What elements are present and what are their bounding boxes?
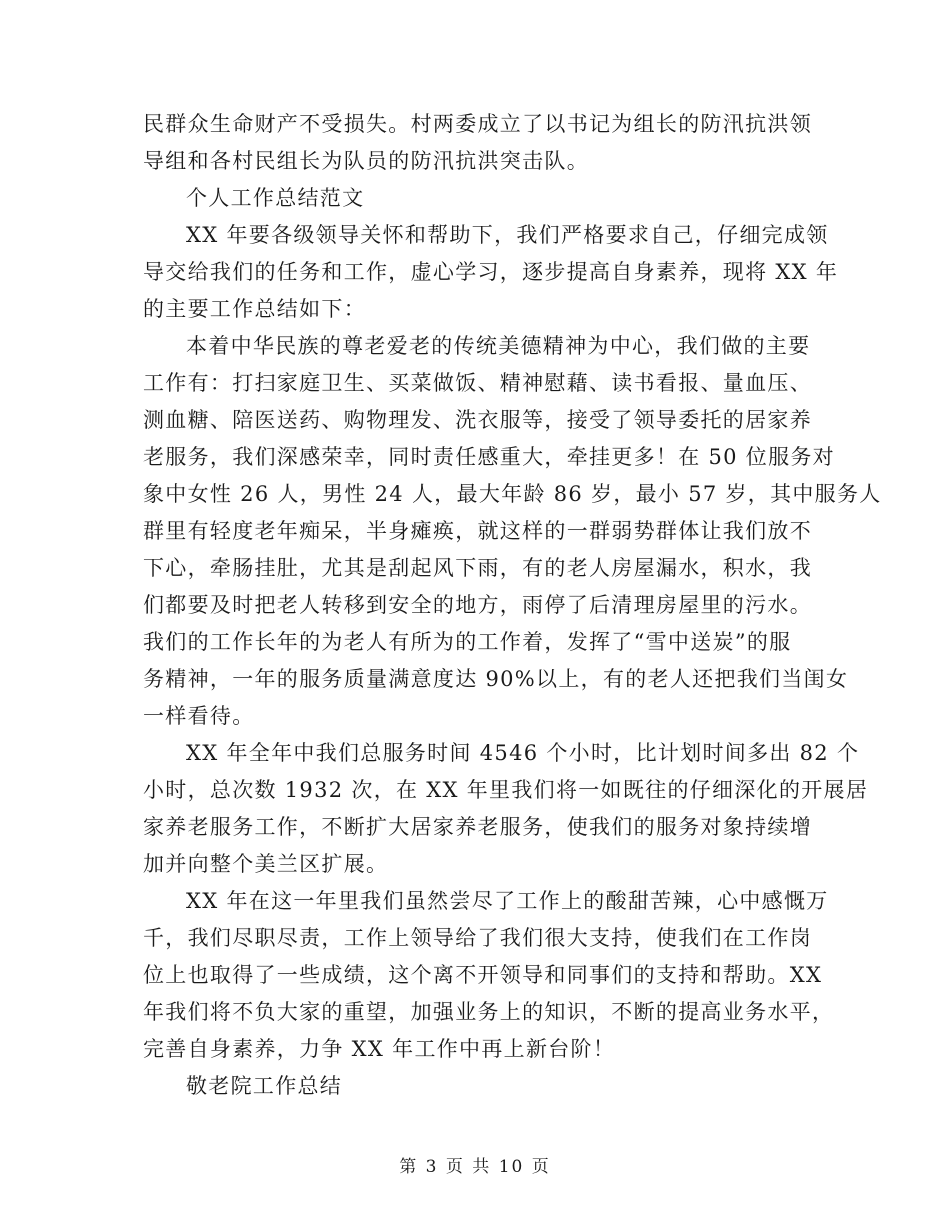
text-line: 的主要工作总结如下： bbox=[143, 297, 366, 321]
text-line: 群里有轻度老年痴呆，半身瘫痪，就这样的一群弱势群体让我们放不 bbox=[143, 519, 812, 543]
text-line: 本着中华民族的尊老爱老的传统美德精神为中心，我们做的主要 bbox=[186, 334, 811, 358]
text-line: XX 年在这一年里我们虽然尝尽了工作上的酸甜苦辣，心中感慨万 bbox=[186, 889, 829, 913]
text-line: 千，我们尽职尽责，工作上领导给了我们很大支持，使我们在工作岗 bbox=[143, 926, 812, 950]
text-line: 们都要及时把老人转移到安全的地方，雨停了后清理房屋里的污水。 bbox=[143, 593, 812, 617]
text-line: 敬老院工作总结 bbox=[186, 1074, 343, 1098]
text-line: 老服务，我们深感荣幸，同时责任感重大，牵挂更多！在 50 位服务对 bbox=[143, 445, 835, 469]
text-line: 测血糖、陪医送药、购物理发、洗衣服等，接受了领导委托的居家养 bbox=[143, 408, 812, 432]
page-footer: 第 3 页 共 10 页 bbox=[399, 1157, 551, 1177]
document-body bbox=[143, 106, 882, 1105]
text-line: 民群众生命财产不受损失。村两委成立了以书记为组长的防汛抗洪领 bbox=[143, 112, 812, 136]
text-line: 小时，总次数 1932 次，在 XX 年里我们将一如既往的仔细深化的开展居 bbox=[143, 778, 869, 802]
text-line: 加并向整个美兰区扩展。 bbox=[143, 852, 389, 876]
text-line: 象中女性 26 人，男性 24 人，最大年龄 86 岁，最小 57 岁，其中服务人 bbox=[143, 482, 882, 506]
text-line: 一样看待。 bbox=[143, 704, 255, 728]
text-line: 家养老服务工作，不断扩大居家养老服务，使我们的服务对象持续增 bbox=[143, 815, 812, 839]
text-line: 年我们将不负大家的重望，加强业务上的知识，不断的提高业务水平， bbox=[143, 1000, 835, 1024]
text-line: 位上也取得了一些成绩，这个离不开领导和同事们的支持和帮助。XX bbox=[143, 963, 823, 987]
text-line: 工作有：打扫家庭卫生、买菜做饭、精神慰藉、读书看报、量血压、 bbox=[143, 371, 812, 395]
text-line: 个人工作总结范文 bbox=[186, 186, 365, 210]
text-line: 我们的工作长年的为老人有所为的工作着，发挥了“雪中送炭”的服 bbox=[143, 630, 792, 654]
text-line: 导组和各村民组长为队员的防汛抗洪突击队。 bbox=[143, 149, 589, 173]
text-line: 导交给我们的任务和工作，虚心学习，逐步提高自身素养，现将 XX 年 bbox=[143, 260, 839, 284]
text-line: 下心，牵肠挂肚，尤其是刮起风下雨，有的老人房屋漏水，积水，我 bbox=[143, 556, 812, 580]
text-line: 完善自身素养，力争 XX 年工作中再上新台阶！ bbox=[143, 1037, 616, 1061]
text-line: 务精神，一年的服务质量满意度达 90%以上，有的老人还把我们当闺女 bbox=[143, 667, 849, 691]
text-line: XX 年全年中我们总服务时间 4546 个小时，比计划时间多出 82 个 bbox=[186, 741, 860, 765]
text-line: XX 年要各级领导关怀和帮助下，我们严格要求自己，仔细完成领 bbox=[186, 223, 829, 247]
